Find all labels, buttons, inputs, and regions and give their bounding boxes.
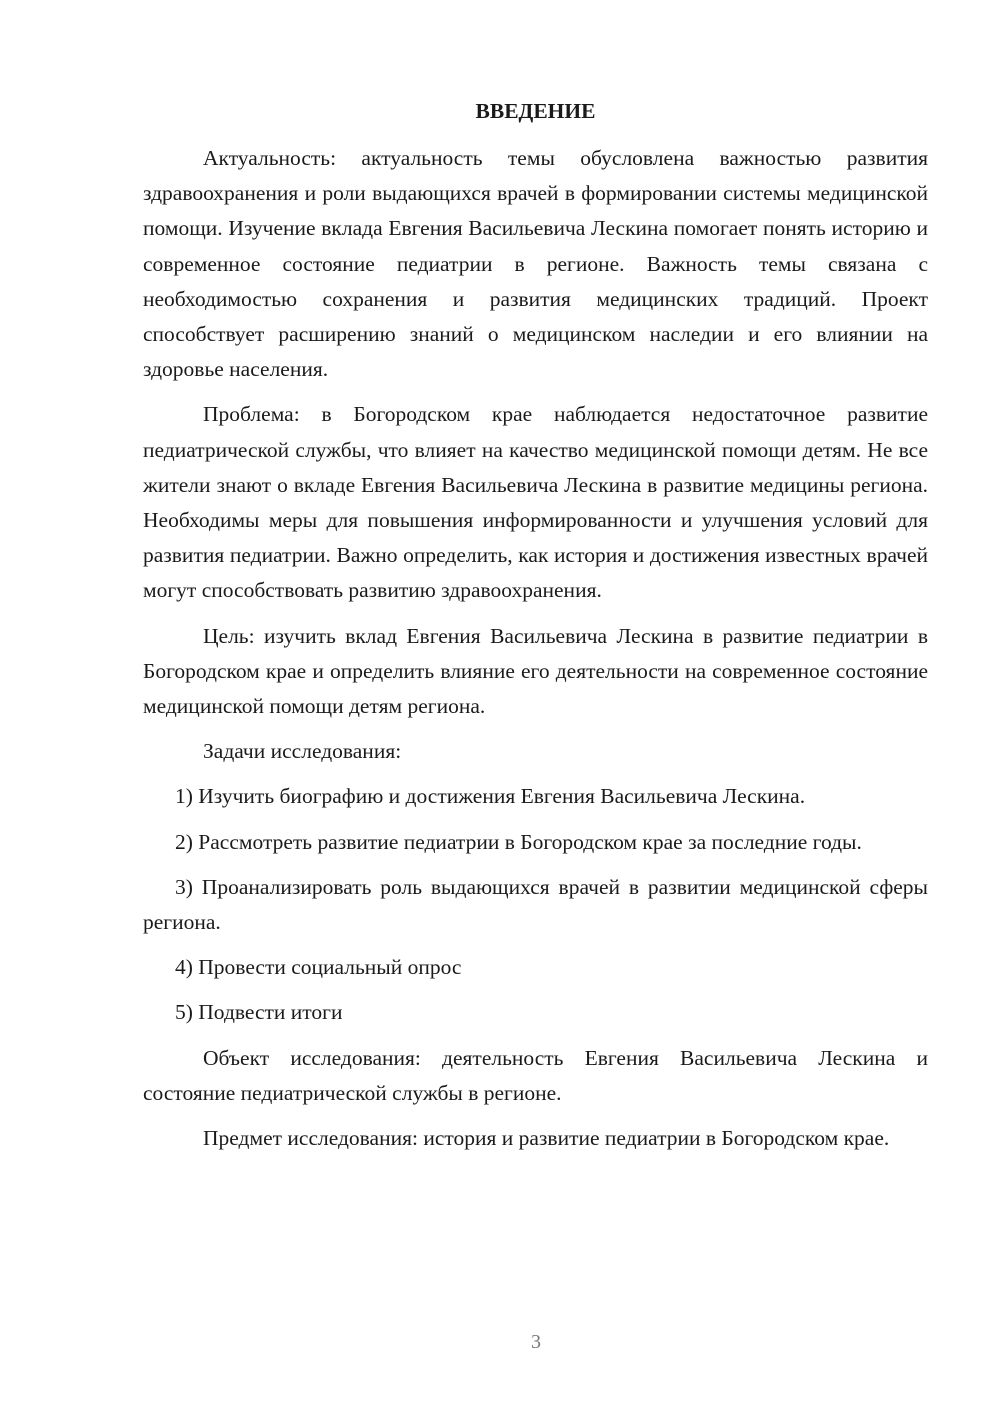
- task-item: 5) Подвести итоги: [175, 1000, 343, 1025]
- page-number: 3: [531, 1331, 541, 1353]
- paragraph-subject: Предмет исследования: история и развитие педиатрии в Богородском крае.: [203, 1126, 890, 1151]
- page-content: [143, 94, 928, 1166]
- paragraph-goal: Цель: изучить вклад Евгения Васильевича Лескина в развитие педиатрии в Богородском крае и определить влияние его деятельности на современное состояние медицинской помощи детям региона.: [143, 623, 928, 719]
- task-item: 3) Проанализировать роль выдающихся врачей в развитии медицинской сферы региона.: [143, 874, 928, 935]
- task-item: 1) Изучить биографию и достижения Евгения Васильевича Лескина.: [175, 784, 806, 809]
- paragraph-relevance: Актуальность: актуальность темы обусловлена важностью развития здравоохранения и роли выдающихся врачей в формировании системы медицинской помощи. Изучение вклада Евгения Васильевича Лескина помогает понять историю и современное состояние педиатрии в регионе. Важность темы связана с необходимостью сохранения и развития медицинских традиций. Проект способствует расширению знаний о медицинском наследии и его влиянии на здоровье населения.: [143, 146, 928, 382]
- section-title: ВВЕДЕНИЕ: [475, 99, 596, 123]
- task-item: 4) Провести социальный опрос: [175, 955, 462, 980]
- paragraph-object: Объект исследования: деятельность Евгения Васильевича Лескина и состояние педиатрической службы в регионе.: [143, 1045, 928, 1105]
- paragraph-problem: Проблема: в Богородском крае наблюдается недостаточное развитие педиатрической службы, что влияет на качество медицинской помощи детям. Не все жители знают о вкладе Евгения Васильевича Лескина в развитие медицины региона. Необходимы меры для повышения информированности и улучшения условий для развития педиатрии. Важно определить, как история и достижения известных врачей могут способствовать развитию здравоохранения.: [143, 402, 928, 603]
- tasks-heading: Задачи исследования:: [203, 739, 402, 764]
- task-item: 2) Рассмотреть развитие педиатрии в Богородском крае за последние годы.: [175, 829, 862, 854]
